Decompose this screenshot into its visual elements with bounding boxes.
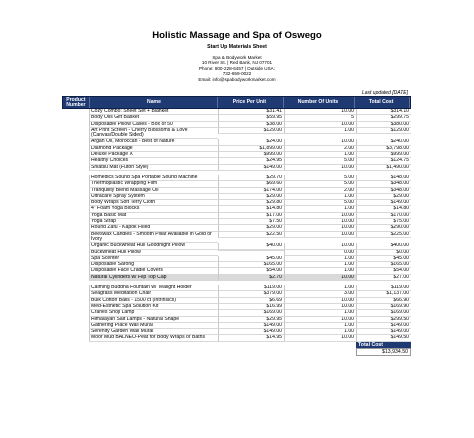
price-cell[interactable]: $16.99 [218,304,284,310]
units-cell[interactable]: 10.00 [284,232,356,238]
column-header-total[interactable]: Total Cost [355,97,410,108]
price-cell[interactable]: $29.00 [218,194,284,200]
total-cell[interactable]: $169.00 [356,310,411,316]
price-cell[interactable]: $379.00 [218,291,284,297]
product-name-cell[interactable]: Argan Oil, Moroccan - Best of Nature [89,139,218,145]
price-cell[interactable]: $45.00 [218,256,284,262]
price-cell[interactable]: $17.00 [218,213,284,219]
units-cell[interactable]: 1.00 [284,256,356,262]
price-cell[interactable]: $59.95 [218,115,284,121]
price-cell[interactable]: $999.00 [218,152,284,158]
sheet-subtitle: Start Up Materials Sheet [207,44,267,50]
total-cost-value[interactable]: $13,934.50 [356,348,411,356]
price-cell[interactable] [218,250,284,251]
price-cell[interactable]: $14.95 [218,335,284,341]
total-cell[interactable]: $45.00 [356,256,411,262]
vendor-phone: Phone: 800-228-6457 | Outside USA: [198,65,276,71]
total-cell[interactable]: $169.90 [356,304,411,310]
materials-table [62,96,411,356]
table-row[interactable] [62,275,411,281]
units-cell[interactable]: 1.00 [284,285,356,291]
total-cell[interactable]: $75.00 [356,219,411,225]
price-cell[interactable]: $6.69 [218,298,284,304]
units-cell[interactable]: 10.00 [284,219,356,225]
units-cell[interactable]: 5.00 [284,200,356,206]
product-name-cell[interactable]: Body Wraps Soft Terry Cloth [89,200,218,206]
product-name-cell[interactable]: Thermoplastic Wrapping Film [89,181,218,187]
total-cell[interactable]: $299.75 [356,115,411,121]
units-cell[interactable]: 10.00 [284,213,356,219]
product-name-cell[interactable]: Himalayan Salt Lamps - Natural Shape [89,317,218,323]
price-cell[interactable]: $14.80 [218,206,284,212]
product-name-cell[interactable]: Cranes Shoji Lamp [89,310,218,316]
product-name-cell[interactable]: Ultracare Spray System [89,194,218,200]
total-value-row [62,348,411,356]
vendor-block [0,55,474,82]
price-cell[interactable]: $7.50 [218,219,284,225]
total-cell[interactable]: $27.00 [356,275,411,281]
units-cell[interactable]: 10.00 [284,275,356,281]
total-cost-label: Total Cost [356,342,411,348]
units-cell[interactable]: 2.00 [284,146,356,152]
units-cell[interactable]: 10.00 [284,109,356,115]
product-name-cell[interactable]: Buckwheat Hull Pillow [89,250,218,256]
column-header-product-number[interactable]: Product Number [63,97,90,108]
units-cell[interactable]: 10.00 [284,225,356,231]
table-row[interactable] [62,165,411,171]
table-body [62,109,411,342]
units-cell[interactable]: 1.00 [284,262,356,268]
product-name-cell[interactable]: Cozy Combo: Sheet Set + Blanket [89,109,218,115]
product-name-cell[interactable]: Serenity Garden Wall Mural [89,329,218,335]
units-cell[interactable]: 5 [284,115,356,121]
product-name-cell[interactable]: 4" Foam Yoga Blocks [89,206,218,212]
product-name-cell[interactable]: Spa Scenter [89,256,218,262]
units-cell[interactable]: 5.00 [284,158,356,164]
product-name-cell[interactable]: Seagrass Meditation Chair [89,291,218,297]
units-cell[interactable]: 10.00 [284,335,356,341]
units-cell[interactable]: 10.00 [284,243,356,249]
total-cell[interactable]: $66.90 [356,298,411,304]
product-name-cell[interactable]: Gathering Place Wall Mural [89,323,218,329]
price-cell[interactable]: $1,899.00 [218,146,284,152]
total-cell[interactable]: $3,798.00 [356,146,411,152]
total-cell[interactable]: $314.10 [356,109,411,115]
product-name-cell[interactable]: Calming Buddha Fountain w/ Tealight Holder [89,285,218,291]
column-header-units[interactable]: Number Of Units [284,97,356,108]
total-cell[interactable]: $1,137.00 [356,291,411,297]
price-cell[interactable]: $54.00 [218,268,284,274]
price-cell[interactable]: $2.70 [218,275,284,281]
product-name-cell[interactable]: Natural Cylinders w/ Flip Top Cap [89,275,218,281]
total-cell[interactable]: $149.00 [356,200,411,206]
vendor-address: 10 River St. | Red Bank, NJ 07701 [201,60,273,66]
units-cell[interactable]: 2.00 [284,188,356,194]
vendor-email[interactable]: Email: info@spabodyworkmarket.com [198,76,276,82]
product-name-cell[interactable]: Yoga Basic Mat [89,213,218,219]
product-name-cell[interactable]: Med-Esthetic Spa Solution Kit [89,304,218,310]
product-name-cell[interactable]: Diamond Package [89,146,218,152]
last-updated-label: Last updated [DATE] [361,90,408,96]
table-row[interactable] [62,128,411,140]
product-name-cell[interactable]: Bulk Cotton Balls - 1500 ct (Intrinsics) [89,298,218,304]
units-cell[interactable]: 1.00 [284,310,356,316]
product-name-cell[interactable]: Disposable Sarong [89,262,218,268]
price-cell[interactable]: $29.70 [218,175,284,181]
total-cell[interactable]: $240.00 [356,139,411,145]
price-cell[interactable]: $174.00 [218,188,284,194]
total-cell[interactable]: $400.00 [356,243,411,249]
column-header-price[interactable]: Price Per Unit [218,97,284,108]
product-name-cell[interactable]: Homedics Sound Spa Portable Sound Machine [89,175,218,181]
product-name-cell[interactable]: Shiatsu Mat (Futon Style) [89,165,218,171]
product-name-cell[interactable]: Disposable Face Cradle Covers [89,268,218,274]
units-cell[interactable]: 1.00 [284,323,356,329]
total-cell[interactable]: $170.00 [356,213,411,219]
total-cell[interactable]: $149.00 [356,323,411,329]
units-cell[interactable]: 10.00 [284,298,356,304]
column-header-name[interactable]: Name [90,97,218,108]
total-cell[interactable]: $129.00 [356,128,411,134]
table-row[interactable] [62,232,411,244]
units-cell[interactable]: 1.00 [284,128,356,134]
units-cell[interactable]: 10.00 [284,304,356,310]
total-cell[interactable]: $124.75 [356,158,411,164]
price-cell[interactable]: $149.00 [218,165,284,171]
price-cell[interactable]: $129.00 [218,128,284,134]
price-cell[interactable]: $22.50 [218,232,284,238]
units-cell[interactable]: 1.00 [284,194,356,200]
total-cell[interactable]: $380.00 [356,122,411,128]
units-cell[interactable]: 10.00 [284,165,356,171]
units-cell[interactable]: 10.00 [284,139,356,145]
product-name-cell[interactable]: Yoga Strap [89,219,218,225]
total-cell[interactable]: $149.50 [356,335,411,341]
units-cell[interactable]: 0.00 [284,250,356,256]
units-cell[interactable]: 10.00 [284,317,356,323]
product-name-cell[interactable]: Healthy Choices [89,158,218,164]
total-cell[interactable]: $14.80 [356,206,411,212]
price-cell[interactable]: $24.00 [218,139,284,145]
units-cell[interactable]: 1.00 [284,206,356,212]
total-cell[interactable]: $119.00 [356,285,411,291]
total-cell[interactable]: $299.50 [356,317,411,323]
total-cell[interactable]: $29.00 [356,194,411,200]
total-cell[interactable]: $165.00 [356,262,411,268]
units-cell[interactable]: 5.00 [284,175,356,181]
units-cell[interactable]: 5.00 [284,181,356,187]
total-cell[interactable]: $149.00 [356,329,411,335]
price-cell[interactable]: $119.00 [218,285,284,291]
price-cell[interactable]: $29.95 [218,317,284,323]
total-cell[interactable]: $348.00 [356,181,411,187]
table-header-row [62,96,411,109]
price-cell[interactable]: $31.41 [218,109,284,115]
price-cell[interactable]: $24.95 [218,158,284,164]
product-name-cell[interactable]: Moor Mud BALNEO-Peat for Body Wraps or Baths [89,335,218,341]
total-cell[interactable]: $999.00 [356,152,411,158]
vendor-phone-intl: 732-659-0022 [222,71,252,77]
vendor-name: Spa & Bodywork Market [212,55,262,60]
total-cell[interactable]: $290.00 [356,225,411,231]
total-cell[interactable]: $348.00 [356,188,411,194]
product-name-cell[interactable]: Disposable Pillow Cases - Box of 50 [89,122,218,128]
total-cell[interactable]: $148.00 [356,175,411,181]
product-name-cell[interactable]: Organic Buckwheat Hull Goodnight Pillow [89,243,218,249]
product-name-cell[interactable]: Beeswax Candles - Smooth Pillar Available in Gold or Ivory [89,232,218,244]
product-name-cell[interactable]: Deluxe Package X [89,152,218,158]
price-cell[interactable]: $165.00 [218,262,284,268]
sheet-title: Holistic Massage and Spa of Oswego [152,30,322,41]
price-cell[interactable]: $169.00 [218,310,284,316]
units-cell[interactable]: 1.00 [284,268,356,274]
total-cell[interactable]: $54.00 [356,268,411,274]
product-name-cell[interactable]: Art Print Screen - Cherry Blossoms & Love (Canvas/Double Sided) [89,128,218,140]
units-cell[interactable]: 1.00 [284,152,356,158]
price-cell[interactable]: $29.00 [218,225,284,231]
product-name-cell[interactable]: Body Oils Gift Basket [89,115,218,121]
price-cell[interactable]: $40.00 [218,243,284,249]
product-name-cell[interactable]: Round Zafu - Kapok Filled [89,225,218,231]
product-name-cell[interactable]: Tranquility Blend Massage Oil [89,188,218,194]
units-cell[interactable]: 1.00 [284,329,356,335]
price-cell[interactable]: $149.00 [218,323,284,329]
units-cell[interactable]: 10.00 [284,122,356,128]
units-cell[interactable]: 3.00 [284,291,356,297]
total-cell[interactable]: $0.00 [356,250,411,256]
price-cell[interactable]: $38.00 [218,122,284,128]
price-cell[interactable]: $29.80 [218,200,284,206]
price-cell[interactable]: $149.00 [218,329,284,335]
price-cell[interactable]: $69.60 [218,181,284,187]
total-cell[interactable]: $225.00 [356,232,411,238]
total-cell[interactable]: $1,490.00 [356,165,411,171]
